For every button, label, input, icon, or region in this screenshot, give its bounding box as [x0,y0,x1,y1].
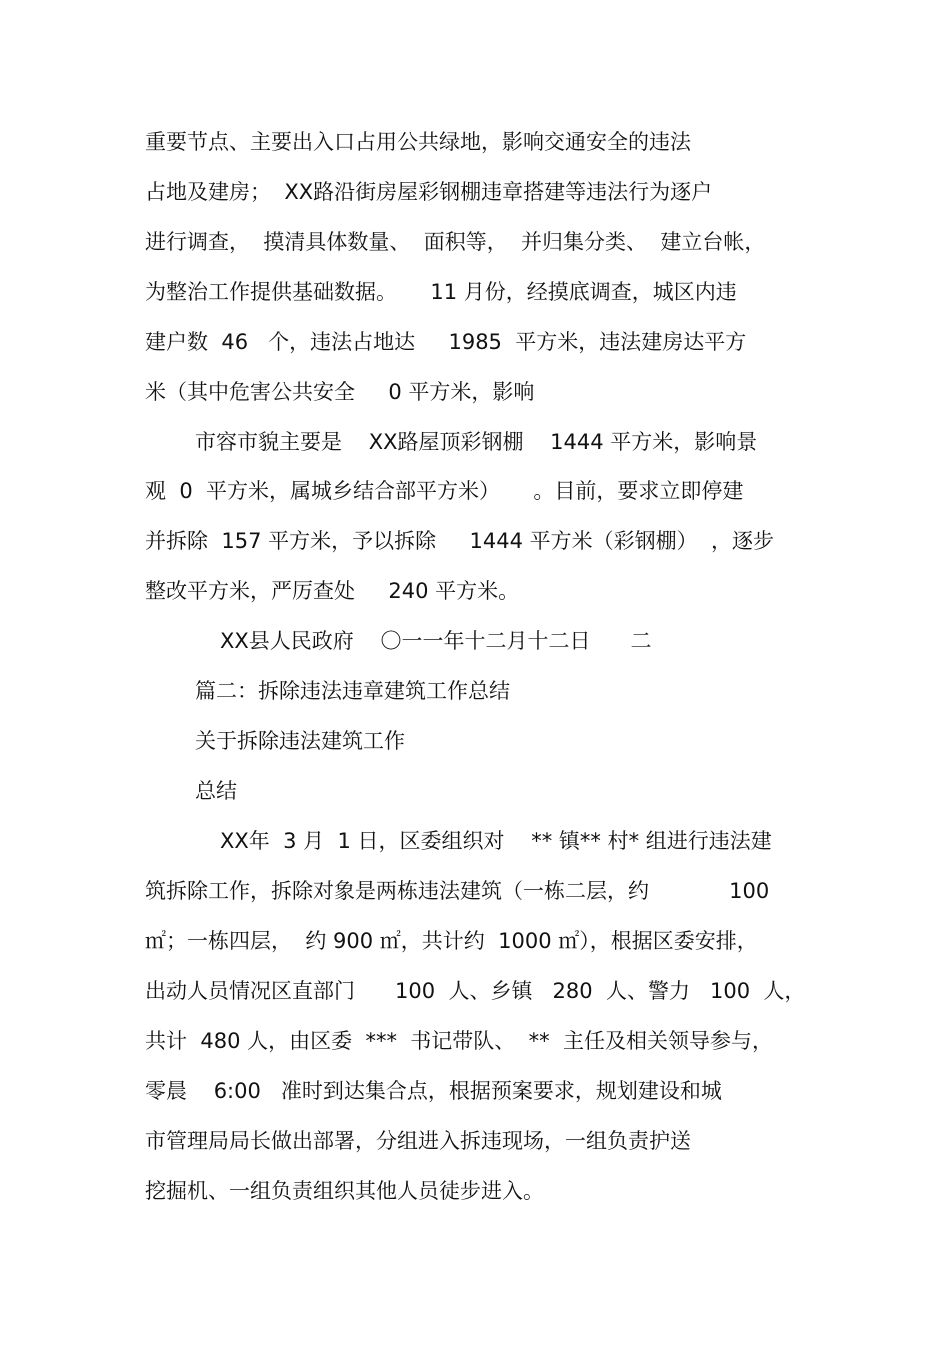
text-line: 为整治工作提供基础数据。 11 月份，经摸底调查，城区内违 [145,280,737,304]
text-line: 整改平方米，严厉查处 240 平方米。 [145,579,520,603]
text-line: 零晨 6:00 准时到达集合点，根据预案要求，规划建设和城 [145,1079,722,1103]
text-line: 建户数 46 个，违法占地达 1985 平方米，违法建房达平方 [145,330,747,354]
text-line: ㎡；一栋四层， 约 900 ㎡，共计约 1000 ㎡），根据区委安排， [145,929,758,953]
text-line: 市管理局局长做出部署，分组进入拆违现场，一组负责护送 [145,1129,691,1153]
text-line: 筑拆除工作，拆除对象是两栋违法建筑（一栋二层，约 100 [145,879,770,903]
text-line: 米（其中危害公共安全 0 平方米，影响 [145,380,535,404]
text-line: 挖掘机、一组负责组织其他人员徒步进入。 [145,1179,544,1203]
signature-line: XX县人民政府 〇一一年十二月十二日 二 [220,629,652,653]
text-line: 并拆除 157 平方米，予以拆除 1444 平方米（彩钢棚） ，逐步 [145,529,774,553]
text-line: 占地及建房； XX路沿街房屋彩钢棚违章搭建等违法行为逐户 [145,180,713,204]
title-line: 总结 [195,779,237,803]
text-line: 进行调查， 摸清具体数量、 面积等， 并归集分类、 建立台帐， [145,230,766,254]
section-heading: 篇二：拆除违法违章建筑工作总结 [195,679,510,703]
text-line: 重要节点、主要出入口占用公共绿地，影响交通安全的违法 [145,130,691,154]
text-line: 共计 480 人，由区委 *** 书记带队、 ** 主任及相关领导参与， [145,1029,774,1053]
text-line: 观 0 平方米，属城乡结合部平方米） 。目前，要求立即停建 [145,479,744,503]
text-line: 市容市貌主要是 XX路屋顶彩钢棚 1444 平方米，影响景 [195,430,758,454]
title-line: 关于拆除违法建筑工作 [195,729,405,753]
text-line: 出动人员情况区直部门 100 人、乡镇 280 人、警力 100 人， [145,979,806,1003]
text-line: XX年 3 月 1 日，区委组织对 ** 镇** 村* 组进行违法建 [220,829,772,853]
